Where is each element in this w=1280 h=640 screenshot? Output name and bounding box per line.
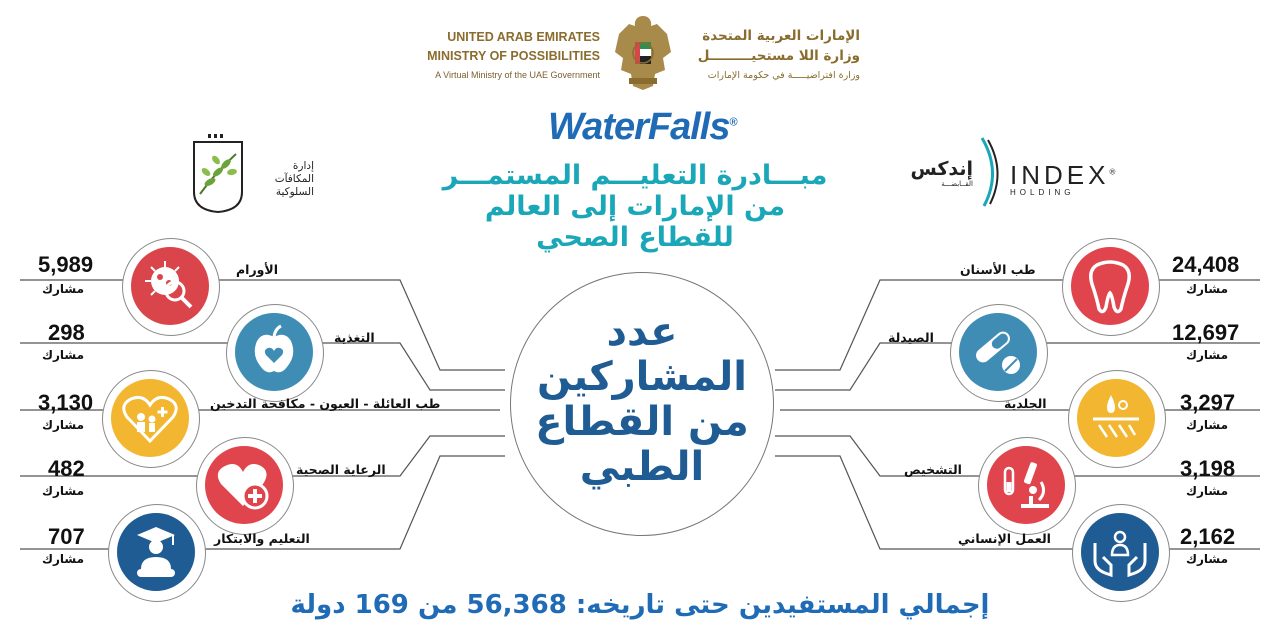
header-ar-line1: الإمارات العربية المتحدة xyxy=(702,28,860,44)
left-label-0: الأورام xyxy=(236,262,279,277)
left-label-2: طب العائلة - العيون - مكافحة التدخين xyxy=(210,396,441,411)
participants-label: مشارك xyxy=(1186,552,1229,566)
left-logo-line1: إدارة xyxy=(292,160,314,172)
skin-icon xyxy=(1077,379,1155,457)
participants-label: مشارك xyxy=(42,484,85,498)
brand-mark: ® xyxy=(729,116,737,129)
right-label-4: العمل الإنساني xyxy=(958,531,1051,546)
header-ar-line2: وزارة اللا مستحيـــــــــل xyxy=(697,48,860,64)
right-label-2: الجلدية xyxy=(1004,396,1047,411)
brand-name: WaterFalls xyxy=(548,106,730,148)
participants-label: مشارك xyxy=(42,282,85,296)
center-line3: من القطاع xyxy=(535,399,749,445)
right-label-0: طب الأسنان xyxy=(960,262,1036,277)
tagline-line1: مبـــادرة التعليـــم المستمـــر xyxy=(442,160,828,191)
total-value: 56,368 xyxy=(466,590,567,620)
center-line2: المشاركين xyxy=(537,354,747,400)
participants-label: مشارك xyxy=(42,552,85,566)
left-count-1: 298 xyxy=(48,320,85,345)
index-en: INDEX xyxy=(1010,160,1110,190)
virus-magnifier-icon xyxy=(131,247,209,325)
participants-label: مشارك xyxy=(1186,418,1229,432)
graduate-icon xyxy=(117,513,195,591)
participants-label: مشارك xyxy=(1186,282,1229,296)
heart-plus-icon xyxy=(205,446,283,524)
hands-person-icon xyxy=(1081,513,1159,591)
apple-heart-icon xyxy=(235,313,313,391)
microscope-icon xyxy=(987,446,1065,524)
total-label: إجمالي المستفيدين حتى تاريخه: xyxy=(575,590,990,620)
right-count-0: 24,408 xyxy=(1172,252,1240,277)
right-label-1: الصيدلة xyxy=(888,330,934,345)
index-ar: إندكس xyxy=(910,158,973,180)
participants-label: مشارك xyxy=(42,348,85,362)
tagline-line2: من الإمارات إلى العالم xyxy=(484,191,786,222)
index-mark: ® xyxy=(1109,167,1116,177)
center-line4: الطبي xyxy=(579,444,705,490)
left-label-4: التعليم والابتكار xyxy=(214,531,310,546)
family-heart-icon xyxy=(111,379,189,457)
right-count-4: 2,162 xyxy=(1180,524,1236,549)
left-count-2: 3,130 xyxy=(38,390,94,415)
participants-label: مشارك xyxy=(42,418,85,432)
left-label-1: التغذية xyxy=(334,330,375,345)
tagline-line3: للقطاع الصحي xyxy=(536,222,734,253)
left-label-3: الرعاية الصحية xyxy=(296,462,386,477)
pills-icon xyxy=(959,313,1037,391)
right-count-1: 12,697 xyxy=(1172,320,1240,345)
center-line1: عدد xyxy=(606,309,678,355)
header-en-line2: MINISTRY OF POSSIBILITIES xyxy=(427,49,600,63)
left-logo-line3: السلوكية xyxy=(275,186,314,198)
header-en-line1: UNITED ARAB EMIRATES xyxy=(447,30,600,44)
total-suffix: من 169 دولة xyxy=(290,590,458,620)
right-count-2: 3,297 xyxy=(1180,390,1236,415)
right-label-3: التشخيص xyxy=(904,462,962,477)
participants-label: مشارك xyxy=(1186,484,1229,498)
header-en-line3: A Virtual Ministry of the UAE Government xyxy=(435,70,600,80)
left-count-0: 5,989 xyxy=(38,252,94,277)
index-ar-small: القــابضـــة xyxy=(941,180,973,188)
center-title xyxy=(512,310,772,490)
index-en-small: HOLDING xyxy=(1010,188,1075,197)
left-logo-line2: المكافآت xyxy=(274,173,314,185)
total-line xyxy=(250,590,1030,620)
left-count-3: 482 xyxy=(48,456,85,481)
participants-label: مشارك xyxy=(1186,348,1229,362)
right-count-3: 3,198 xyxy=(1180,456,1236,481)
tooth-icon xyxy=(1071,247,1149,325)
header-ar-line3: وزارة افتراضيـــــة في حكومة الإمارات xyxy=(707,70,860,81)
left-count-4: 707 xyxy=(48,524,85,549)
